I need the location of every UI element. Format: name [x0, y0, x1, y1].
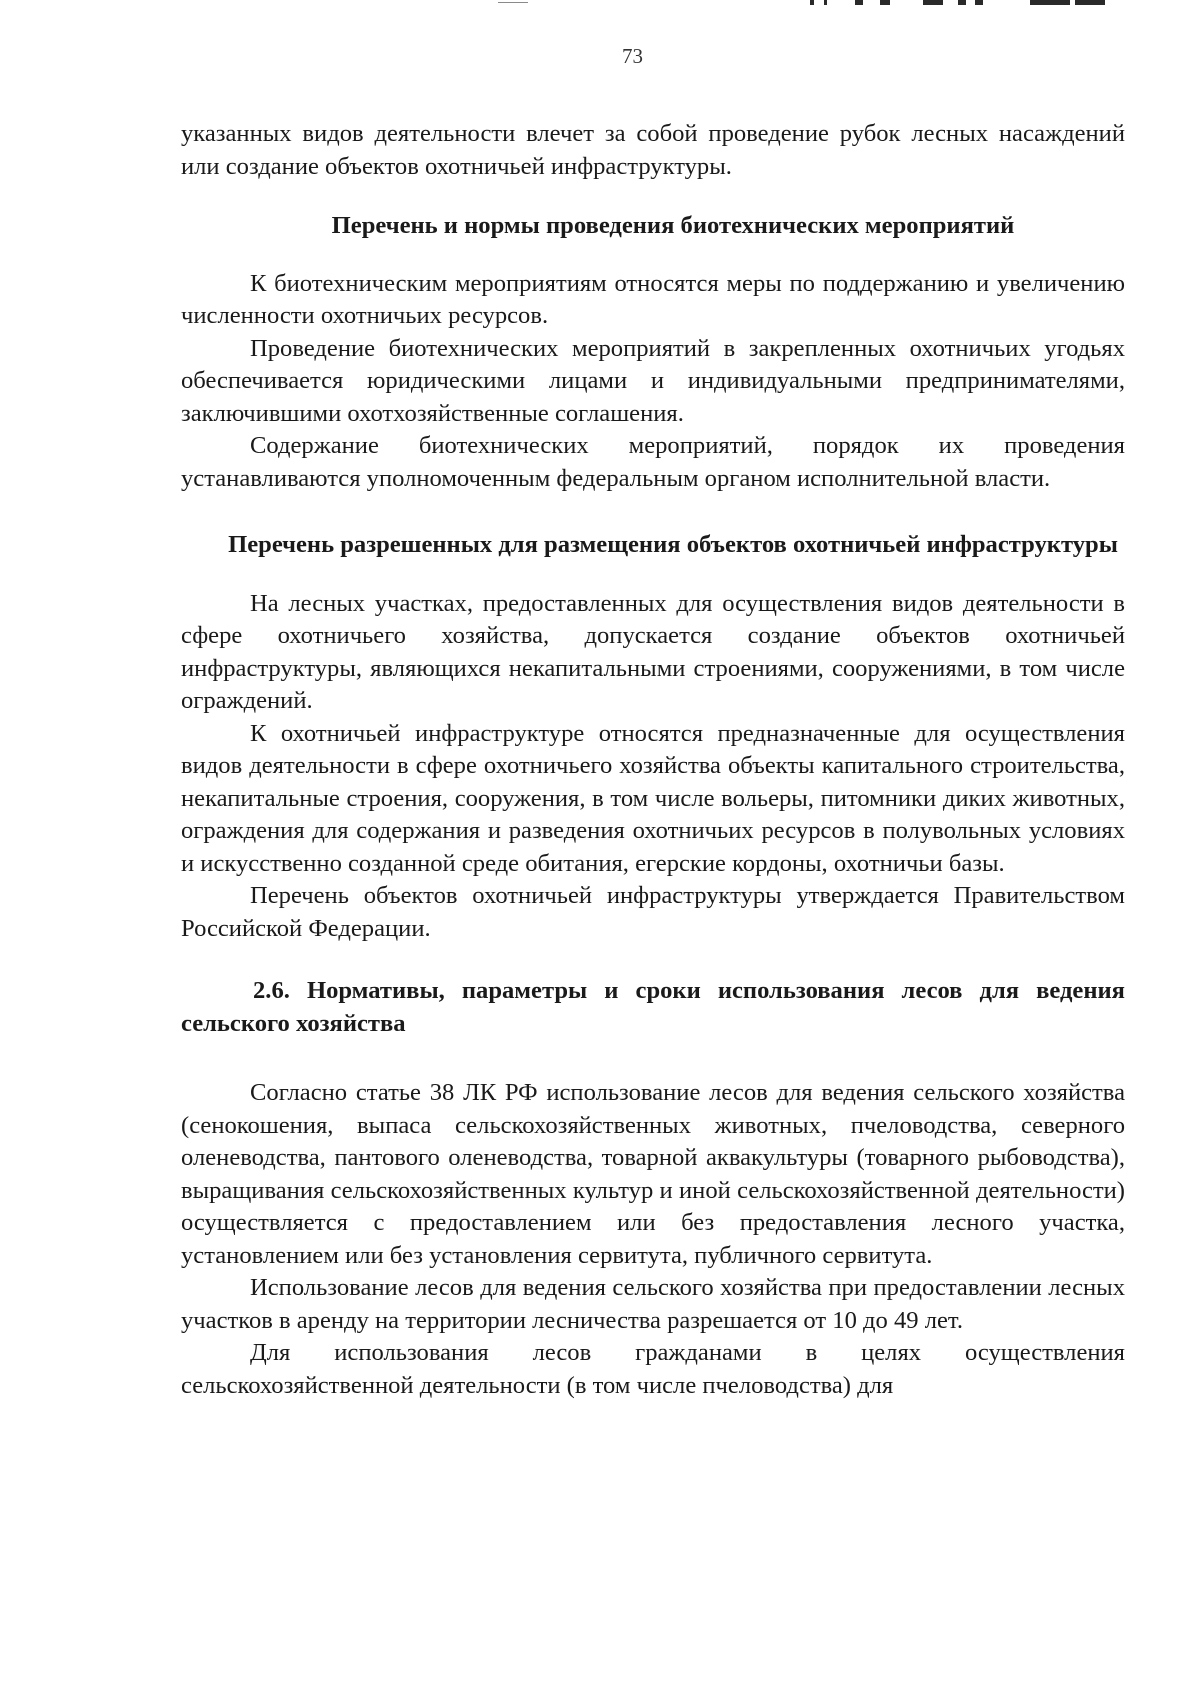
paragraph-biotechnical-conduct: Проведение биотехнических мероприятий в закрепленных охотничьих угодьях обеспечивается юридическими лицами и индивидуальными предпринимателями, заключившими охотхозяйственные соглашения. — [181, 334, 1125, 427]
scan-mark — [855, 0, 863, 5]
section-heading-2-6: 2.6. Нормативы, параметры и сроки использования лесов для ведения сельского хозяйства — [181, 977, 1125, 1037]
scan-mark — [1030, 0, 1070, 5]
document-body — [181, 118, 1125, 1402]
scan-mark — [824, 0, 827, 5]
heading-hunting-infrastructure: Перечень разрешенных для размещения объектов охотничьей инфраструктуры — [228, 531, 1118, 558]
scan-mark — [975, 0, 983, 5]
paragraph-article-38: Согласно статье 38 ЛК РФ использование лесов для ведения сельского хозяйства (сенокошения, выпаса сельскохозяйственных животных, пчеловодства, северного оленеводства, пантового оленеводства, товарной аквакультуры (товарного рыбоводства), выращивания сельскохозяйственных культур и иной сельскохозяйственной деятельности) осуществляется с предоставлением или без предоставления лесного участка, установлением или без установления сервитута, публичного сервитута. — [181, 1079, 1125, 1269]
scan-artifacts — [0, 0, 1200, 14]
paragraph-continuation: указанных видов деятельности влечет за собой проведение рубок лесных насаждений или создание объектов охотничьей инфраструктуры. — [181, 120, 1125, 180]
heading-biotechnical-measures: Перечень и нормы проведения биотехнических мероприятий — [331, 212, 1015, 239]
paragraph-citizens-use: Для использования лесов гражданами в целях осуществления сельскохозяйственной деятельности (в том числе пчеловодства) для — [181, 1339, 1125, 1399]
scan-mark — [1075, 0, 1105, 5]
paragraph-biotechnical-definition: К биотехническим мероприятиям относятся меры по поддержанию и увеличению численности охотничьих ресурсов. — [181, 269, 1125, 329]
paragraph-infrastructure-permitted: На лесных участках, предоставленных для осуществления видов деятельности в сфере охотничьего хозяйства, допускается создание объектов охотничьей инфраструктуры, являющихся некапитальными строениями, сооружениями, в том числе ограждений. — [181, 589, 1125, 714]
scan-mark — [810, 0, 814, 5]
scan-mark — [958, 0, 966, 5]
page-number: 73 — [622, 44, 643, 68]
paragraph-biotechnical-content: Содержание биотехнических мероприятий, порядок их проведения устанавливаются уполномоченным федеральным органом исполнительной власти. — [181, 432, 1125, 492]
scan-line — [498, 2, 528, 3]
paragraph-infrastructure-approval: Перечень объектов охотничьей инфраструктуры утверждается Правительством Российской Федерации. — [181, 882, 1125, 942]
scan-mark — [880, 0, 890, 5]
paragraph-lease-term: Использование лесов для ведения сельского хозяйства при предоставлении лесных участков в аренду на территории лесничества разрешается от 10 до 49 лет. — [181, 1274, 1125, 1334]
scan-mark — [923, 0, 943, 5]
paragraph-infrastructure-definition: К охотничьей инфраструктуре относятся предназначенные для осуществления видов деятельности в сфере охотничьего хозяйства объекты капитального строительства, некапитальные строения, сооружения, в том числе вольеры, питомники диких животных, ограждения для содержания и разведения охотничьих ресурсов в полувольных условиях и искусственно созданной среде обитания, егерские кордоны, охотничьи базы. — [181, 719, 1125, 877]
